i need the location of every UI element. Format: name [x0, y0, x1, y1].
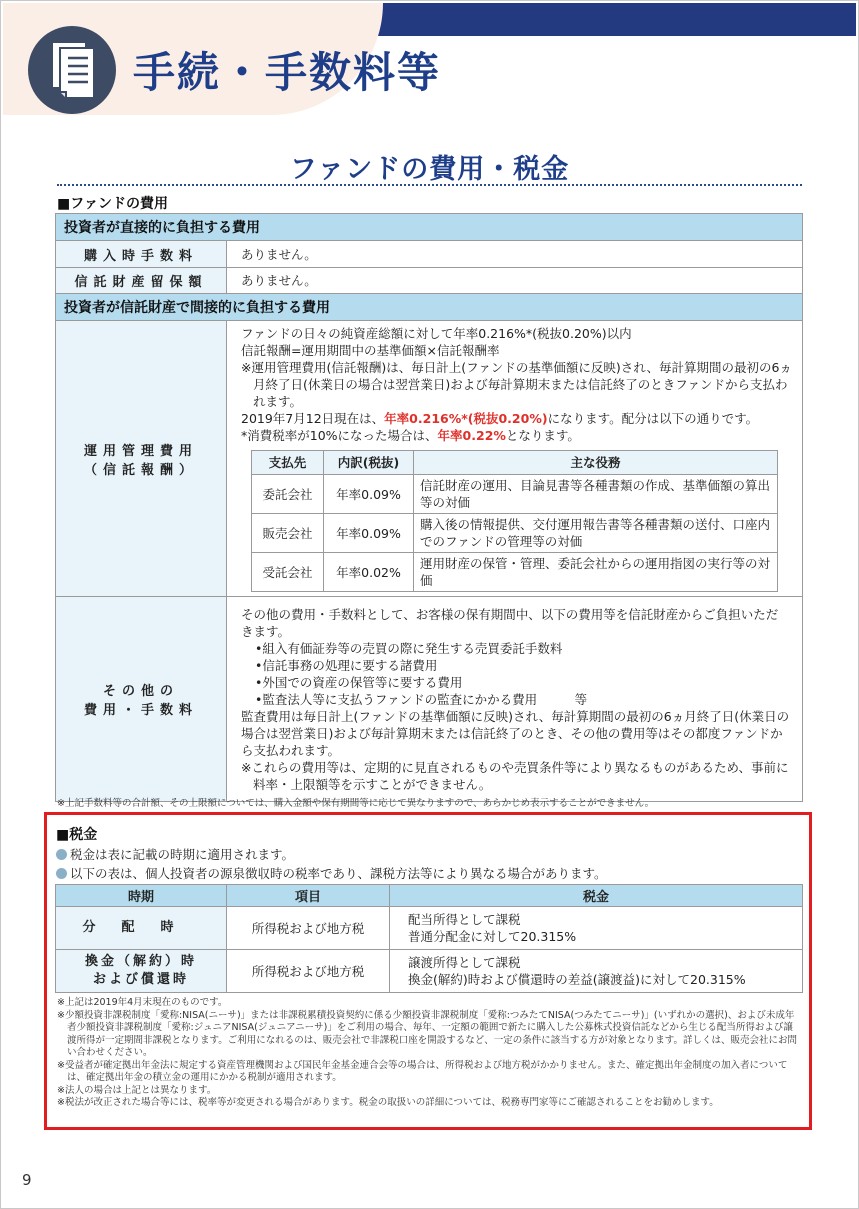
tax-header-timing: 時期: [56, 885, 227, 907]
other-fees-note: ※これらの費用等は、定期的に見直されるものや売買条件等により異なるものがあるため、事前に料率・上限額等を示すことができません。: [241, 759, 789, 792]
tax-footnotes: [57, 997, 802, 1110]
tax-header-row: [56, 885, 803, 907]
tax-line-2: [56, 864, 607, 882]
fee-breakdown-table: [251, 450, 778, 592]
tax-timing-redemption: [56, 950, 227, 993]
purchase-fee-row: [56, 241, 803, 268]
tax-line-2-text: 以下の表は、個人投資者の源泉徴収時の税率であり、課税方法等により異なる場合があります。: [70, 866, 607, 881]
tax-value-line2: 換金(解約)時および償還時の差益(譲渡益)に対して20.315%: [408, 972, 746, 987]
tax-item: 所得税および地方税: [227, 950, 390, 993]
other-fees-intro: その他の費用・手数料として、お客様の保有期間中、以下の費用等を信託財産からご負担いただきます。: [241, 606, 779, 639]
document-icon: [28, 26, 116, 114]
breakdown-role: 信託財産の運用、目論見書等各種書類の作成、基準価額の算出等の対価: [414, 475, 778, 514]
tax-item: 所得税および地方税: [227, 907, 390, 950]
current-rate-suffix: になります。配分は以下の通りです。: [547, 411, 759, 426]
tax-line-1-text: 税金は表に記載の時期に適用されます。: [70, 847, 295, 862]
current-rate-highlight: 年率0.216%*(税抜0.20%): [384, 411, 548, 426]
management-fee-payment-note: ※運用管理費用(信託報酬)は、毎日計上(ファンドの基準価額に反映)され、毎計算期間の最初の6ヵ月終了日(休業日の場合は翌営業日)および毎計算期末または信託終了のときファンドから支払われます。: [241, 360, 792, 409]
tax-row: [56, 950, 803, 993]
tax-timing-distribution: 分配時: [56, 907, 227, 950]
retention-value: ありません。: [227, 268, 803, 294]
breakdown-row: [252, 553, 778, 592]
tax-footnote: ※少額投資非課税制度「愛称:NISA(ニーサ)」または非課税累積投資契約に係る少額投資非課税制度「愛称:つみたてNISA(つみたてニーサ)」(いずれかの選択)、および未成年者少額投資非課税制度「愛称:ジュニアNISA(ジュニアニーサ)」をご利用の場合、毎年、一定額の範囲で新たに購入した公募株式投資信託などから生じる配当所得および譲渡所得が一定期間非課税となります。ご利用になれるのは、販売会社で非課税口座を開設するなど、一定の条件に該当する方が対象となります。詳しくは、販売会社にお問い合わせください。: [57, 1009, 797, 1058]
tax-note-prefix: *消費税率が10%になった場合は、: [241, 428, 438, 443]
tax-line-1: [56, 845, 294, 863]
tax-value: [390, 950, 803, 993]
indirect-cost-band-label: 投資者が信託財産で間接的に負担する費用: [56, 294, 803, 321]
tax-timing-line2: および償還時: [92, 972, 189, 987]
tax-header-tax: 税金: [390, 885, 803, 907]
tax-footnote: ※法人の場合は上記とは異なります。: [57, 1084, 217, 1096]
other-fees-row: [56, 597, 803, 802]
breakdown-role: 購入後の情報提供、交付運用報告書等各種書類の送付、口座内でのファンドの管理等の対価: [414, 514, 778, 553]
tax-footnote: ※税法が改正された場合等には、税率等が変更される場合があります。税金の取扱いの詳細については、税務専門家等にご確認されることをお勧めします。: [57, 1097, 719, 1108]
other-fee-item: •外国での資産の保管等に要する費用: [255, 674, 463, 690]
page-number: 9: [22, 1171, 32, 1189]
direct-cost-band: [56, 214, 803, 241]
tax-heading: ■税金: [56, 827, 98, 843]
breakdown-rate: 年率0.02%: [324, 553, 414, 592]
current-rate-prefix: 2019年7月12日現在は、: [241, 411, 385, 426]
tax-value-line1: 配当所得として課税: [408, 912, 521, 927]
tax-value-line1: 譲渡所得として課税: [408, 955, 521, 970]
breakdown-header-rate: 内訳(税抜): [324, 451, 414, 475]
management-fee-label-line1: 運用管理費用: [83, 443, 198, 459]
fees-table: [55, 213, 803, 802]
purchase-fee-value: ありません。: [227, 241, 803, 268]
breakdown-header-payee: 支払先: [252, 451, 324, 475]
fees-heading: ■ファンドの費用: [57, 196, 168, 212]
breakdown-rate: 年率0.09%: [324, 514, 414, 553]
breakdown-rate: 年率0.09%: [324, 475, 414, 514]
tax-footnote: ※上記は2019年4月末現在のものです。: [57, 997, 228, 1008]
other-fee-item: •組入有価証券等の売買の際に発生する売買委託手数料: [255, 640, 563, 656]
chapter-title: 手続・手数料等: [133, 48, 442, 97]
other-fees-label-line2: 費用・手数料: [83, 703, 198, 718]
indirect-cost-band: [56, 294, 803, 321]
tax-timing-line1: 換金（解約）時: [84, 954, 197, 969]
other-fees-accrual: 監査費用は毎日計上(ファンドの基準価額に反映)され、毎計算期間の最初の6ヵ月終了日(休業日の場合は翌営業日)および毎計算期末または信託終了のとき、その他の費用等はその都度ファンドから支払われます。: [241, 708, 790, 758]
tax-value-line2: 普通分配金に対して20.315%: [408, 929, 577, 944]
management-fee-row: [56, 321, 803, 597]
management-fee-label-line2: （信託報酬）: [83, 462, 198, 478]
bullet-dot-icon: [56, 868, 67, 879]
other-fee-item: •監査法人等に支払うファンドの監査にかかる費用 等: [255, 691, 588, 707]
other-fees-label: [56, 597, 227, 802]
tax-row: [56, 907, 803, 950]
breakdown-payee: 委託会社: [252, 475, 324, 514]
breakdown-role: 運用財産の保管・管理、委託会社からの運用指図の実行等の対価: [414, 553, 778, 592]
tax-value: [390, 907, 803, 950]
breakdown-header-role: 主な役務: [414, 451, 778, 475]
management-fee-value: [227, 321, 803, 597]
tax-table: [55, 884, 803, 993]
section-title: ファンドの費用・税金: [289, 154, 570, 185]
retention-label: 信託財産留保額: [56, 268, 227, 294]
management-fee-rate: ファンドの日々の純資産総額に対して年率0.216%*(税抜0.20%)以内: [241, 326, 632, 341]
breakdown-header-row: [252, 451, 778, 475]
tax-note-highlight: 年率0.22%: [437, 428, 506, 443]
management-fee-label: [56, 321, 227, 597]
tax-footnote: ※受益者が確定拠出年金法に規定する資産管理機関および国民年金基金連合会等の場合は、所得税および地方税がかかりません。また、確定拠出年金制度の加入者については、確定拠出年金の積立金の運用にかかる税制が適用されます。: [57, 1059, 788, 1083]
management-fee-formula: 信託報酬=運用期間中の基準価額×信託報酬率: [241, 343, 500, 358]
breakdown-payee: 受託会社: [252, 553, 324, 592]
fees-bottom-note: ※上記手数料等の合計額、その上限額については、購入金額や保有期間等に応じて異なりますので、あらかじめ表示することができません。: [57, 798, 655, 809]
tax-note-suffix: となります。: [505, 428, 580, 443]
breakdown-payee: 販売会社: [252, 514, 324, 553]
other-fees-label-line1: その他の: [102, 684, 179, 699]
tax-header-item: 項目: [227, 885, 390, 907]
breakdown-row: [252, 475, 778, 514]
direct-cost-band-label: 投資者が直接的に負担する費用: [56, 214, 803, 241]
purchase-fee-label: 購入時手数料: [56, 241, 227, 268]
consumption-tax-note: [241, 427, 792, 444]
bullet-dot-icon: [56, 849, 67, 860]
other-fee-item: •信託事務の処理に要する諸費用: [255, 657, 438, 673]
management-fee-current: [241, 410, 792, 427]
retention-row: [56, 268, 803, 294]
other-fees-value: [227, 597, 803, 802]
breakdown-row: [252, 514, 778, 553]
dotted-divider: [57, 184, 802, 186]
